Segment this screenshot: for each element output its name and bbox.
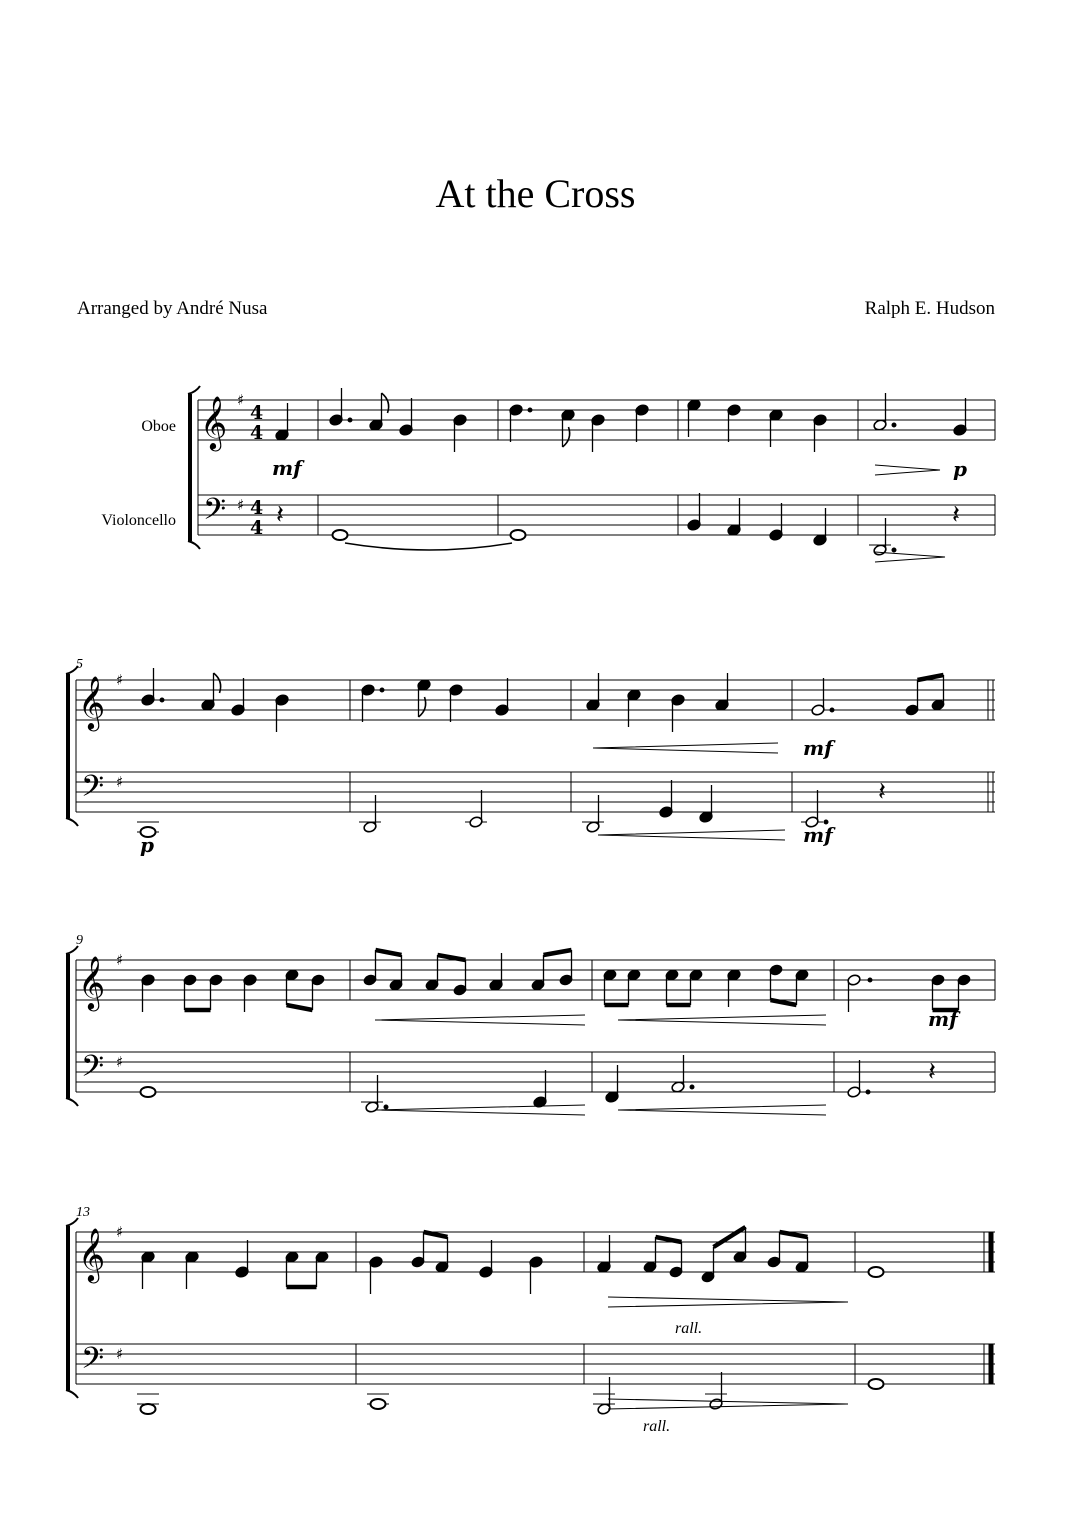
decrescendo-hairpin <box>608 1297 848 1307</box>
time-signature-numerator: 4 <box>250 497 264 519</box>
quarter-rest-icon: 𝄽 <box>928 1057 936 1087</box>
beam <box>918 675 944 680</box>
crescendo-hairpin <box>618 1105 826 1115</box>
whole-note <box>869 1379 884 1389</box>
bracket-curl <box>188 386 200 394</box>
augmentation-dot <box>528 408 532 412</box>
sharp-icon: ♯ <box>116 951 124 969</box>
tie <box>345 543 512 550</box>
quarter-rest-icon: 𝄽 <box>878 777 886 807</box>
dynamic-p: p <box>140 833 154 857</box>
treble-clef-icon: 𝄞 <box>78 1227 106 1281</box>
dynamic-mf: mf <box>803 736 833 760</box>
whole-note <box>371 1399 386 1409</box>
whole-note <box>333 530 348 540</box>
rall-marking: rall. <box>643 1418 671 1435</box>
rall-marking: rall. <box>675 1320 703 1337</box>
augmentation-dot <box>690 1085 694 1089</box>
measure-number: 13 <box>76 1205 90 1220</box>
whole-note <box>869 1267 884 1277</box>
beam <box>771 1000 797 1005</box>
decrescendo-hairpin <box>875 552 945 562</box>
whole-note <box>141 1404 156 1414</box>
dynamic-mf: mf <box>928 1007 958 1031</box>
sharp-icon: ♯ <box>116 773 124 791</box>
sharp-icon: ♯ <box>116 1345 124 1363</box>
bracket-curl <box>188 541 200 549</box>
time-signature-numerator: 4 <box>250 402 264 424</box>
time-signature-denominator: 4 <box>250 422 264 444</box>
augmentation-dot <box>892 548 896 552</box>
beam <box>780 1232 808 1237</box>
decrescendo-hairpin <box>608 1399 848 1409</box>
page-title: At the Cross <box>435 171 636 216</box>
crescendo-hairpin <box>375 1105 585 1115</box>
sharp-icon: ♯ <box>116 1053 124 1071</box>
time-signature-denominator: 4 <box>250 517 264 539</box>
treble-clef-icon: 𝄞 <box>78 675 106 729</box>
crescendo-hairpin <box>598 830 785 840</box>
bass-clef-icon: 𝄢 <box>81 1050 105 1091</box>
measure-number: 5 <box>76 657 83 672</box>
augmentation-dot <box>380 688 384 692</box>
bracket-curl <box>66 1098 78 1106</box>
crescendo-hairpin <box>375 1015 585 1025</box>
bass-clef-icon: 𝄢 <box>81 1342 105 1383</box>
bracket-curl <box>66 818 78 826</box>
beam <box>714 1227 746 1247</box>
measure-number: 9 <box>76 933 83 948</box>
crescendo-hairpin <box>618 1015 826 1025</box>
dynamic-mf: mf <box>272 456 302 480</box>
augmentation-dot <box>866 1090 870 1094</box>
crescendo-hairpin <box>593 743 778 753</box>
bass-clef-icon: 𝄢 <box>81 770 105 811</box>
beam <box>438 955 466 960</box>
quarter-rest-icon: 𝄽 <box>276 500 284 530</box>
beam <box>656 1237 682 1242</box>
beam <box>287 1005 313 1010</box>
treble-clef-icon: 𝄞 <box>200 395 228 449</box>
treble-clef-icon: 𝄞 <box>78 955 106 1009</box>
augmentation-dot <box>868 978 872 982</box>
instrument-label-oboe: Oboe <box>141 418 176 435</box>
augmentation-dot <box>892 423 896 427</box>
beam <box>424 1232 448 1237</box>
dynamic-mf: mf <box>803 823 833 847</box>
whole-note <box>511 530 526 540</box>
augmentation-dot <box>830 708 834 712</box>
arranger-credit: Arranged by André Nusa <box>77 298 268 319</box>
composer-credit: Ralph E. Hudson <box>864 298 995 319</box>
whole-note <box>141 1087 156 1097</box>
sharp-icon: ♯ <box>237 496 245 514</box>
beam <box>544 950 572 955</box>
sharp-icon: ♯ <box>116 671 124 689</box>
dynamic-p: p <box>953 457 967 481</box>
augmentation-dot <box>384 1105 388 1109</box>
beam <box>376 950 402 955</box>
instrument-label-violoncello: Violoncello <box>101 512 176 529</box>
decrescendo-hairpin <box>875 465 940 475</box>
bracket-curl <box>66 1390 78 1398</box>
augmentation-dot <box>160 698 164 702</box>
sharp-icon: ♯ <box>237 391 245 409</box>
bass-clef-icon: 𝄢 <box>203 493 227 534</box>
augmentation-dot <box>348 418 352 422</box>
sharp-icon: ♯ <box>116 1223 124 1241</box>
quarter-rest-icon: 𝄽 <box>952 500 960 530</box>
